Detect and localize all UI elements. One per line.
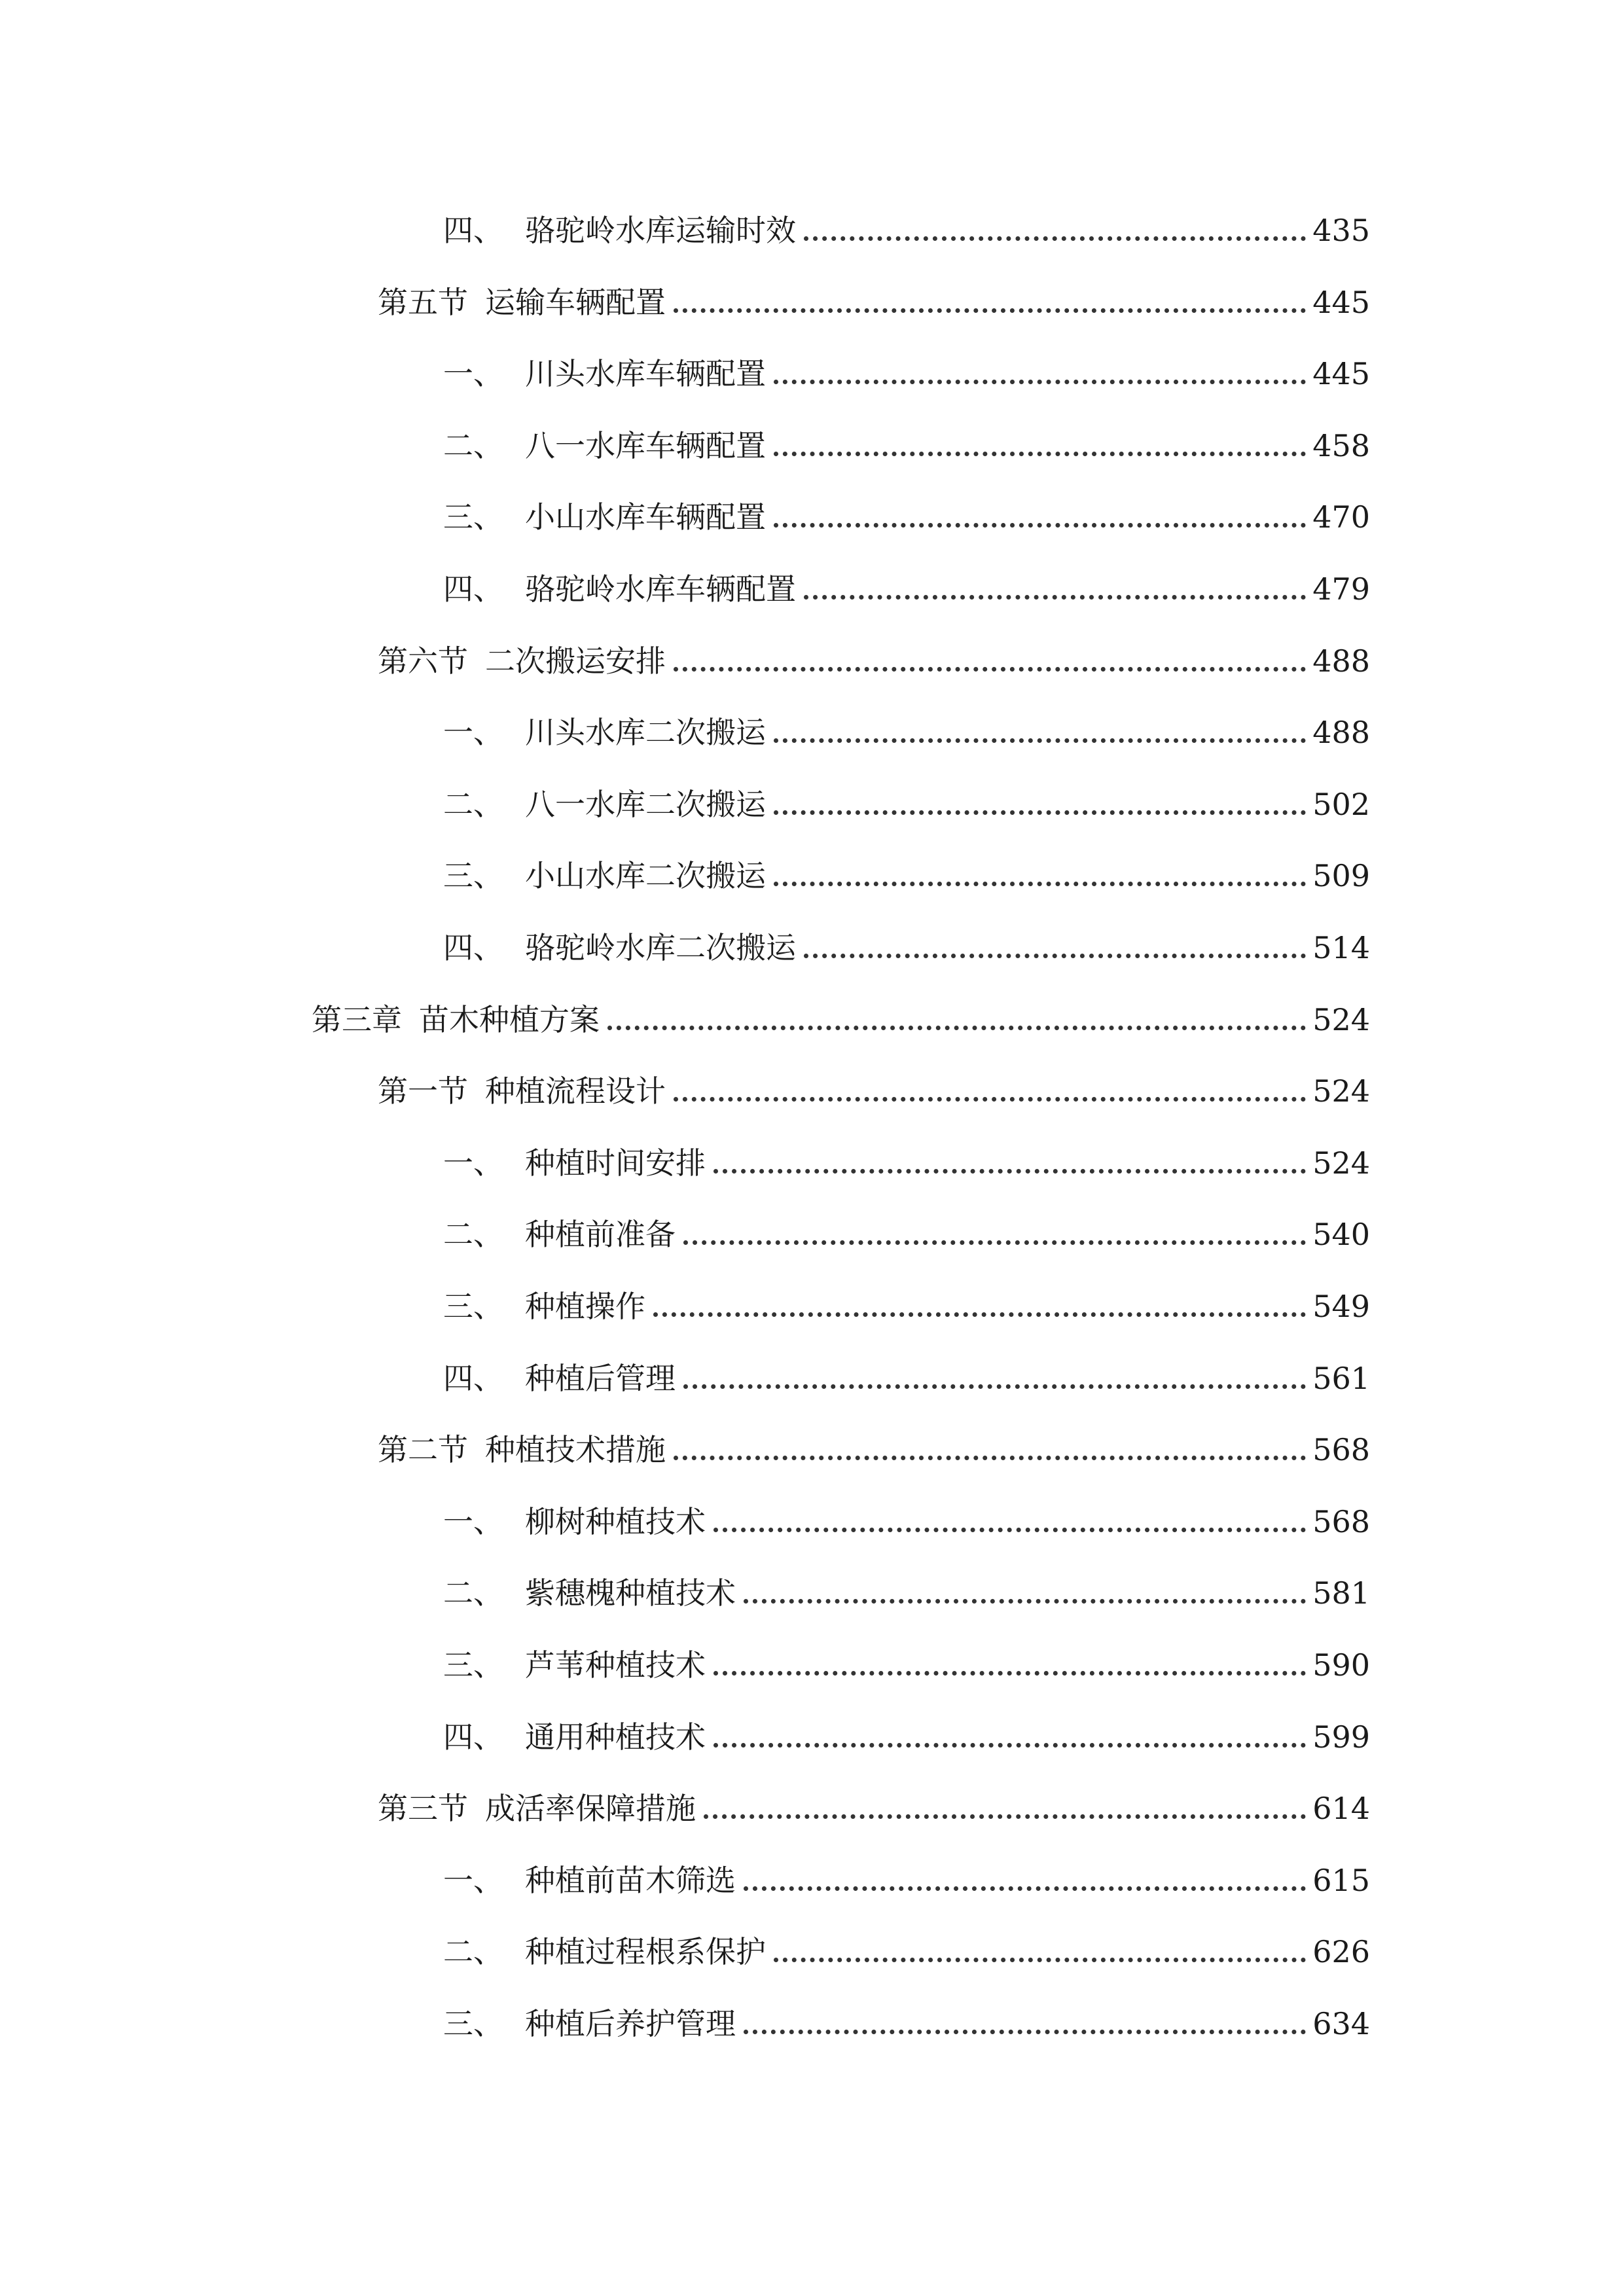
toc-entry-title: 骆驼岭水库二次搬运: [525, 930, 796, 965]
toc-entry-number: 第二节: [378, 1432, 468, 1467]
toc-entry-number: 四、: [443, 930, 503, 965]
toc-entry-title: 种植流程设计: [485, 1073, 666, 1109]
toc-entry-title: 骆驼岭水库运输时效: [525, 213, 796, 248]
dot-leader: [607, 1026, 1306, 1030]
toc-entry-page-number: 509: [1312, 858, 1370, 893]
toc-entry-number: 二、: [443, 1575, 503, 1611]
toc-entry-number: 四、: [443, 571, 503, 607]
toc-entry-number: 二、: [443, 1934, 503, 1969]
toc-entry-title: 成活率保障措施: [485, 1791, 696, 1826]
toc-entry-number: 一、: [443, 1504, 503, 1539]
toc-entry-page-number: 445: [1312, 356, 1370, 391]
toc-entry[interactable]: [443, 420, 1370, 465]
dot-leader: [653, 1312, 1306, 1317]
toc-entry-title: 芦苇种植技术: [525, 1647, 706, 1683]
toc-entry[interactable]: [443, 1926, 1370, 1971]
toc-entry[interactable]: [443, 1998, 1370, 2043]
toc-entry-title: 川头水库车辆配置: [525, 356, 766, 391]
toc-entry-number: 二、: [443, 428, 503, 463]
toc-entry[interactable]: [443, 491, 1370, 537]
toc-entry-title: 种植后养护管理: [525, 2006, 736, 2041]
toc-entry[interactable]: [443, 1137, 1370, 1183]
toc-entry[interactable]: [443, 563, 1370, 609]
toc-entry-number: 第一节: [378, 1073, 468, 1109]
dot-leader: [804, 595, 1306, 600]
toc-entry-number: 三、: [443, 2006, 503, 2041]
toc-entry-page-number: 626: [1312, 1934, 1370, 1969]
toc-entry-page-number: 634: [1312, 2006, 1370, 2041]
toc-entry-page-number: 614: [1312, 1791, 1370, 1826]
toc-entry-number: 四、: [443, 213, 503, 248]
dot-leader: [744, 2030, 1306, 2034]
toc-entry-page-number: 524: [1312, 1145, 1370, 1181]
toc-entry-title: 八一水库二次搬运: [525, 787, 766, 822]
dot-leader: [774, 810, 1306, 815]
toc-entry-title: 种植技术措施: [485, 1432, 666, 1467]
toc-entry[interactable]: [378, 635, 1370, 681]
toc-entry-number: 四、: [443, 1719, 503, 1755]
toc-entry-number: 第三章: [312, 1002, 402, 1037]
toc-entry[interactable]: [378, 1782, 1370, 1828]
toc-entry-page-number: 488: [1312, 643, 1370, 679]
toc-entry[interactable]: [443, 1711, 1370, 1757]
toc-entry-page-number: 514: [1312, 930, 1370, 965]
toc-entry-page-number: 599: [1312, 1719, 1370, 1755]
toc-entry[interactable]: [443, 204, 1370, 250]
toc-entry[interactable]: [312, 994, 1370, 1039]
toc-entry[interactable]: [443, 850, 1370, 895]
dot-leader: [774, 738, 1306, 743]
toc-entry[interactable]: [378, 1424, 1370, 1469]
toc-entry[interactable]: [443, 706, 1370, 752]
toc-entry-title: 紫穗槐种植技术: [525, 1575, 736, 1611]
toc-entry-title: 二次搬运安排: [485, 643, 666, 679]
toc-entry-number: 第五节: [378, 285, 468, 320]
toc-entry-title: 川头水库二次搬运: [525, 715, 766, 750]
toc-entry-title: 种植过程根系保护: [525, 1934, 766, 1969]
toc-entry-page-number: 458: [1312, 428, 1370, 463]
toc-entry-page-number: 470: [1312, 499, 1370, 535]
dot-leader: [713, 1528, 1306, 1532]
toc-entry-title: 运输车辆配置: [485, 285, 666, 320]
toc-entry[interactable]: [443, 1567, 1370, 1613]
toc-entry-number: 一、: [443, 356, 503, 391]
dot-leader: [704, 1814, 1306, 1819]
toc-entry-title: 种植后管理: [525, 1361, 676, 1396]
toc-entry-number: 三、: [443, 1647, 503, 1683]
toc-entry-page-number: 445: [1312, 285, 1370, 320]
dot-leader: [774, 523, 1306, 528]
toc-entry-page-number: 524: [1312, 1073, 1370, 1109]
toc-entry-page-number: 581: [1312, 1575, 1370, 1611]
toc-entry[interactable]: [378, 1065, 1370, 1111]
toc-entry[interactable]: [443, 1854, 1370, 1900]
toc-entry-title: 通用种植技术: [525, 1719, 706, 1755]
dot-leader: [774, 882, 1306, 886]
dot-leader: [774, 380, 1306, 384]
dot-leader: [674, 308, 1306, 313]
toc-entry-page-number: 540: [1312, 1217, 1370, 1252]
toc-entry[interactable]: [443, 348, 1370, 393]
dot-leader: [674, 1097, 1306, 1102]
toc-entry-number: 三、: [443, 1289, 503, 1324]
toc-entry-title: 八一水库车辆配置: [525, 428, 766, 463]
toc-entry-number: 第三节: [378, 1791, 468, 1826]
toc-entry-page-number: 590: [1312, 1647, 1370, 1683]
toc-entry-page-number: 568: [1312, 1432, 1370, 1467]
dot-leader: [713, 1169, 1306, 1174]
toc-entry-title: 种植前准备: [525, 1217, 676, 1252]
toc-entry-number: 二、: [443, 1217, 503, 1252]
toc-entry-title: 小山水库车辆配置: [525, 499, 766, 535]
toc-entry[interactable]: [443, 1639, 1370, 1685]
toc-entry-number: 二、: [443, 787, 503, 822]
toc-entry-page-number: 615: [1312, 1863, 1370, 1898]
toc-entry-page-number: 561: [1312, 1361, 1370, 1396]
toc-entry-number: 一、: [443, 1863, 503, 1898]
toc-entry-title: 种植前苗木筛选: [525, 1863, 736, 1898]
dot-leader: [683, 1240, 1306, 1245]
toc-entry-number: 一、: [443, 715, 503, 750]
toc-entry[interactable]: [443, 1352, 1370, 1398]
toc-entry-title: 种植操作: [525, 1289, 645, 1324]
toc-entry-title: 小山水库二次搬运: [525, 858, 766, 893]
dot-leader: [804, 954, 1306, 958]
toc-entry-title: 苗木种植方案: [419, 1002, 600, 1037]
dot-leader: [774, 1958, 1306, 1962]
toc-entry-title: 骆驼岭水库车辆配置: [525, 571, 796, 607]
toc-entry-page-number: 479: [1312, 571, 1370, 607]
toc-entry[interactable]: [443, 1208, 1370, 1254]
dot-leader: [674, 667, 1306, 672]
toc-entry[interactable]: [378, 276, 1370, 322]
dot-leader: [744, 1599, 1306, 1604]
dot-leader: [713, 1671, 1306, 1676]
toc-entry-page-number: 568: [1312, 1504, 1370, 1539]
dot-leader: [713, 1743, 1306, 1748]
toc-entry-page-number: 435: [1312, 213, 1370, 248]
toc-entry-number: 三、: [443, 499, 503, 535]
toc-entry-number: 一、: [443, 1145, 503, 1181]
toc-entry[interactable]: [443, 1496, 1370, 1541]
toc-entry[interactable]: [443, 922, 1370, 967]
toc-entry[interactable]: [443, 778, 1370, 824]
dot-leader: [804, 236, 1306, 241]
toc-entry-page-number: 502: [1312, 787, 1370, 822]
dot-leader: [674, 1456, 1306, 1460]
dot-leader: [683, 1384, 1306, 1389]
toc-entry[interactable]: [443, 1280, 1370, 1326]
toc-entry-title: 种植时间安排: [525, 1145, 706, 1181]
toc-entry-number: 四、: [443, 1361, 503, 1396]
toc-entry-number: 三、: [443, 858, 503, 893]
toc-entry-title: 柳树种植技术: [525, 1504, 706, 1539]
dot-leader: [774, 452, 1306, 456]
toc-entry-page-number: 549: [1312, 1289, 1370, 1324]
toc-entry-page-number: 524: [1312, 1002, 1370, 1037]
dot-leader: [744, 1886, 1306, 1891]
toc-entry-number: 第六节: [378, 643, 468, 679]
toc-entry-page-number: 488: [1312, 715, 1370, 750]
